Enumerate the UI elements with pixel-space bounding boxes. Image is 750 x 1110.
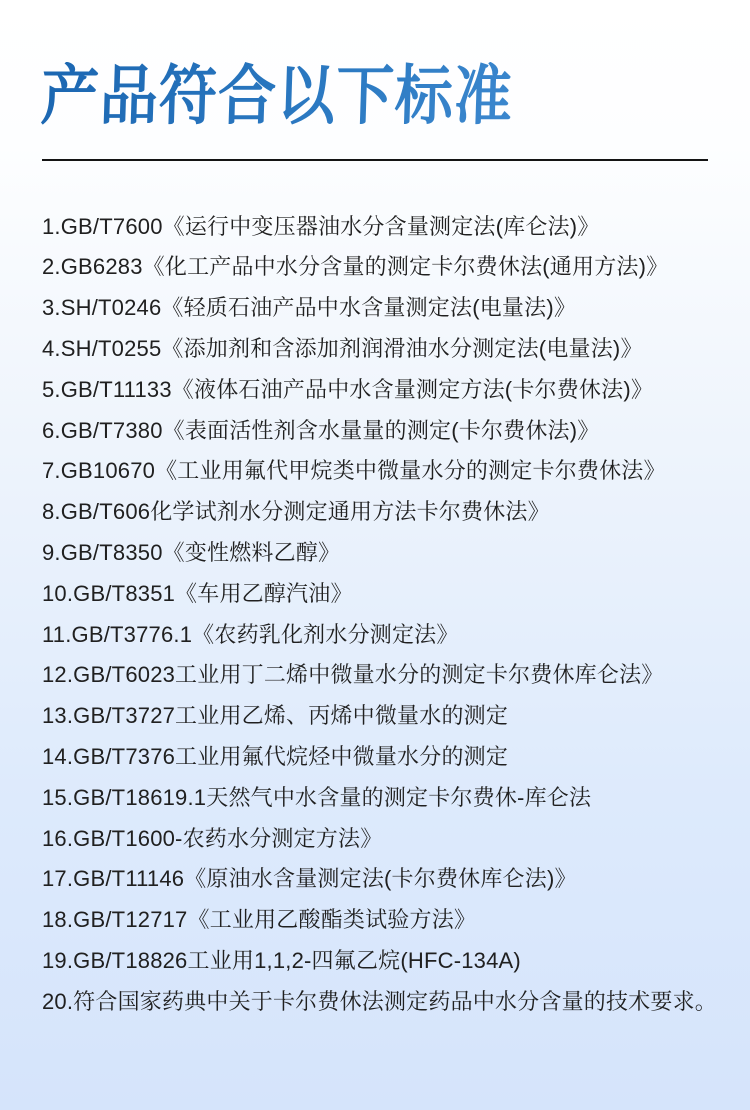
standard-item: 10.GB/T8351《车用乙醇汽油》 xyxy=(42,580,353,606)
standard-item: 2.GB6283《化工产品中水分含量的测定卡尔费休法(通用方法)》 xyxy=(42,254,669,280)
standard-item: 16.GB/T1600-农药水分测定方法》 xyxy=(42,825,383,851)
standard-item: 4.SH/T0255《添加剂和含添加剂润滑油水分测定法(电量法)》 xyxy=(42,336,643,362)
standard-item: 8.GB/T606化学试剂水分测定通用方法卡尔费休法》 xyxy=(42,499,550,525)
standard-item: 6.GB/T7380《表面活性剂含水量量的测定(卡尔费休法)》 xyxy=(42,417,600,443)
standard-item: 20.符合国家药典中关于卡尔费休法测定药品中水分含量的技术要求。 xyxy=(42,988,717,1014)
standard-item: 9.GB/T8350《变性燃料乙醇》 xyxy=(42,540,341,565)
standard-item: 19.GB/T18826工业用1,1,2-四氟乙烷(HFC-134A) xyxy=(42,947,521,973)
standard-item: 5.GB/T11133《液体石油产品中水含量测定方法(卡尔费休法)》 xyxy=(42,376,654,402)
standard-item: 3.SH/T0246《轻质石油产品中水含量测定法(电量法)》 xyxy=(42,295,577,321)
standard-item: 7.GB10670《工业用氟代甲烷类中微量水分的测定卡尔费休法》 xyxy=(42,458,666,484)
standard-item: 14.GB/T7376工业用氟代烷烃中微量水分的测定 xyxy=(42,743,509,769)
title-divider xyxy=(42,159,708,161)
standard-item: 18.GB/T12717《工业用乙酸酯类试验方法》 xyxy=(42,907,477,933)
standard-item: 17.GB/T11146《原油水含量测定法(卡尔费休库仑法)》 xyxy=(42,866,577,892)
standard-item: 15.GB/T18619.1天然气中水含量的测定卡尔费休-库仑法 xyxy=(42,784,592,810)
standard-item: 1.GB/T7600《运行中变压器油水分含量测定法(库仑法)》 xyxy=(42,213,600,239)
page-title: 产品符合以下标准 xyxy=(40,62,716,132)
standard-item: 12.GB/T6023工业用丁二烯中微量水分的测定卡尔费休库仑法》 xyxy=(42,662,664,688)
standard-item: 13.GB/T3727工业用乙烯、丙烯中微量水的测定 xyxy=(42,703,509,729)
standards-list xyxy=(42,207,716,1023)
standard-item: 11.GB/T3776.1《农药乳化剂水分测定法》 xyxy=(42,621,459,647)
